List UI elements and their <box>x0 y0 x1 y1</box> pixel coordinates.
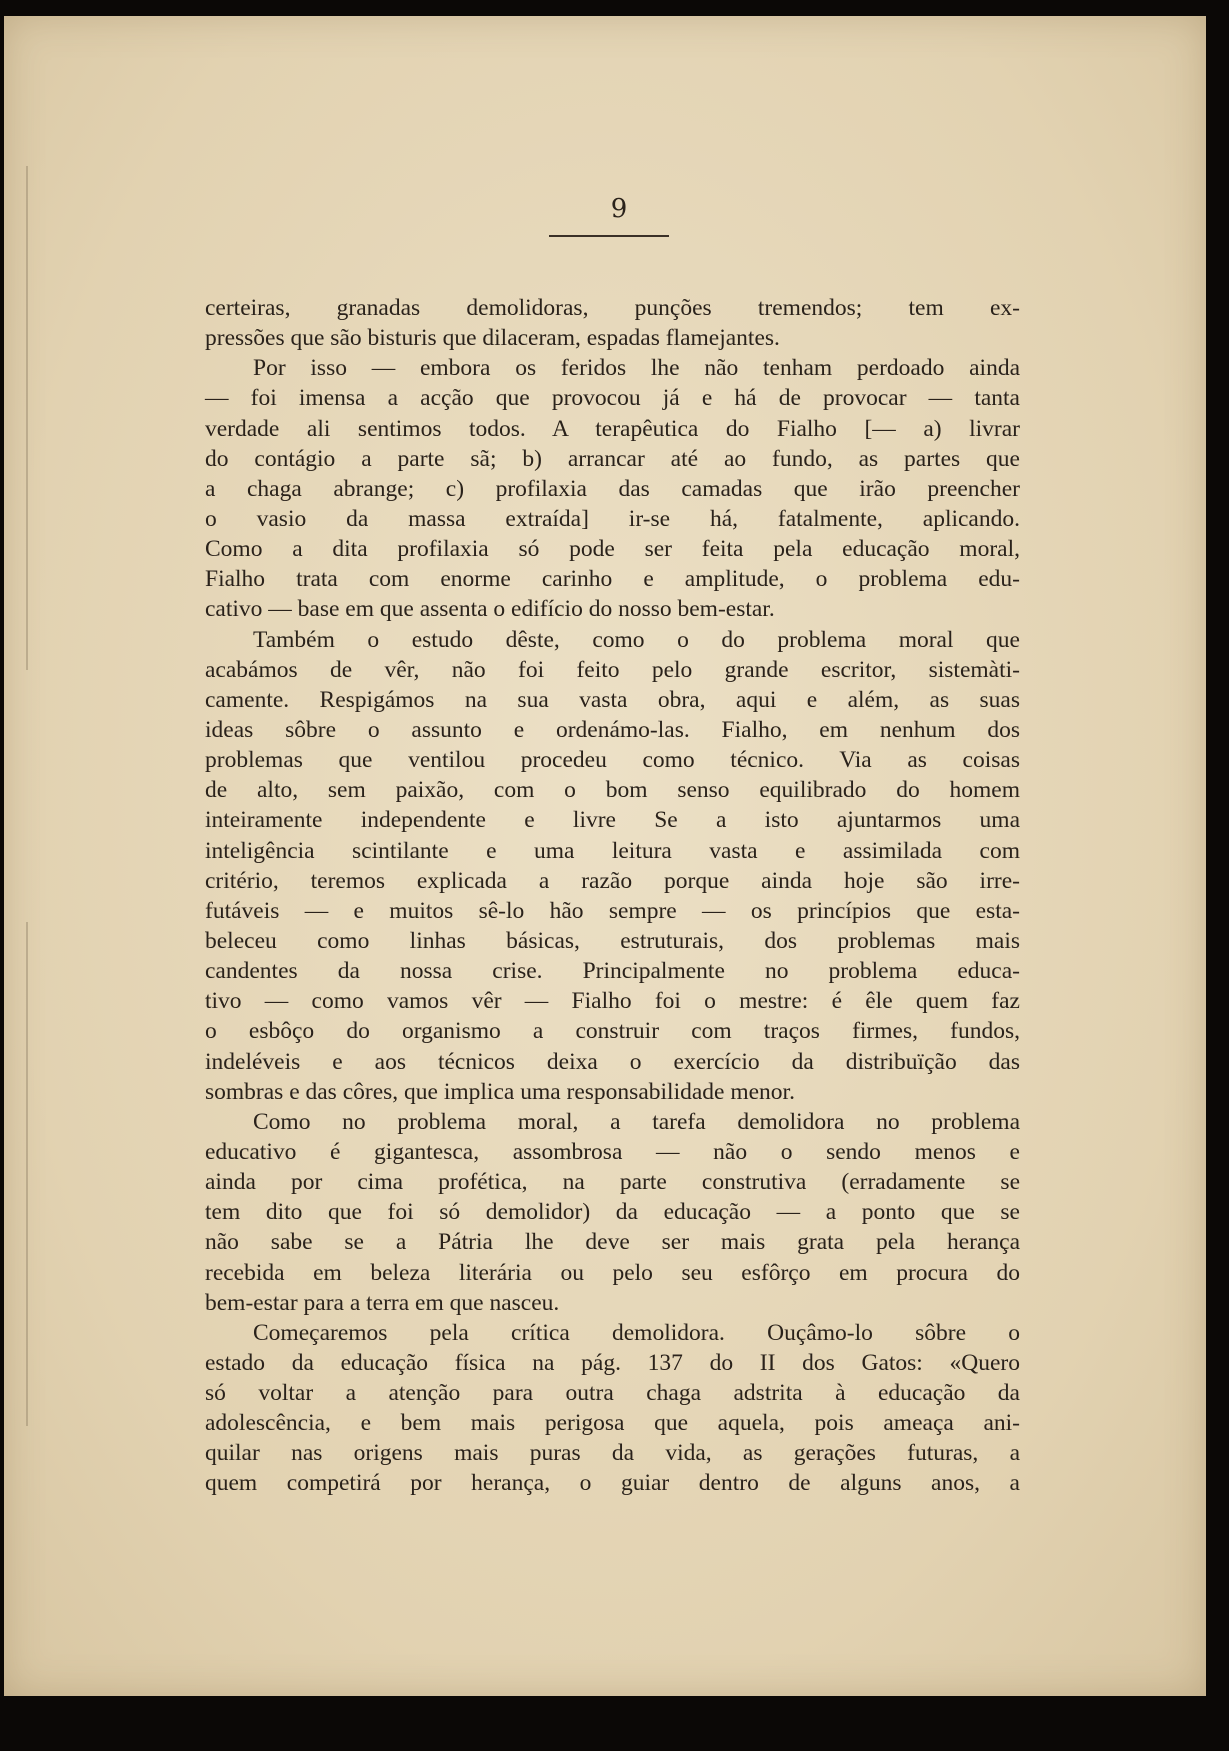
text-line: ainda por cima profética, na parte construtiva (erradamente se <box>205 1169 1020 1196</box>
text-line: estado da educação física na pág. 137 do II dos Gatos: «Quero <box>205 1349 1020 1376</box>
text-line: tivo — como vamos vêr — Fialho foi o mestre: é êle quem faz <box>205 988 1020 1015</box>
text-line: educativo é gigantesca, assombrosa — não o sendo menos e <box>205 1138 1020 1165</box>
text-line: o vasio da massa extraída] ir-se há, fatalmente, aplicando. <box>205 505 1020 532</box>
text-line: Também o estudo dêste, como o do problema moral que <box>253 626 1020 653</box>
text-line: adolescência, e bem mais perigosa que aquela, pois ameaça ani- <box>205 1410 1020 1437</box>
text-line: candentes da nossa crise. Principalmente no problema educa- <box>205 958 1020 985</box>
text-line: Por isso — embora os feridos lhe não tenham perdoado ainda <box>253 355 1020 382</box>
text-line: sombras e das côres, que implica uma responsabilidade menor. <box>205 1078 795 1105</box>
book-page <box>4 16 1206 1696</box>
text-line: Começaremos pela crítica demolidora. Ouçâmo-lo sôbre o <box>253 1319 1020 1346</box>
text-line: tem dito que foi só demolidor) da educação — a ponto que se <box>205 1199 1020 1226</box>
text-line: inteiramente independente e livre Se a isto ajuntarmos uma <box>205 807 1020 834</box>
text-line: problemas que ventilou procedeu como técnico. Via as coisas <box>205 747 1020 774</box>
text-line: critério, teremos explicada a razão porque ainda hoje são irre- <box>205 867 1020 894</box>
text-line: inteligência scintilante e uma leitura vasta e assimilada com <box>205 837 1020 864</box>
text-line: futáveis — e muitos sê-lo hão sempre — os princípios que esta- <box>205 897 1020 924</box>
text-line: — foi imensa a acção que provocou já e há de provocar — tanta <box>205 385 1020 412</box>
text-line: só voltar a atenção para outra chaga adstrita à educação da <box>205 1380 1020 1407</box>
text-line: verdade ali sentimos todos. A terapêutica do Fialho [— a) livrar <box>205 415 1020 442</box>
text-line: certeiras, granadas demolidoras, punções tremendos; tem ex- <box>205 295 1020 321</box>
page-number: 9 <box>610 194 628 224</box>
body-text <box>205 293 1020 1499</box>
text-line: ideas sôbre o assunto e ordenámo-las. Fialho, em nenhum dos <box>205 716 1020 743</box>
text-line: quem competirá por herança, o guiar dentro de alguns anos, a <box>205 1470 1020 1497</box>
page-number-rule <box>549 235 669 237</box>
text-line: recebida em beleza literária ou pelo seu esfôrço em procura do <box>205 1259 1020 1286</box>
text-line: de alto, sem paixão, com o bom senso equilibrado do homem <box>205 777 1020 804</box>
text-line: camente. Respigámos na sua vasta obra, aqui e além, as suas <box>205 686 1020 713</box>
text-line: do contágio a parte sã; b) arrancar até ao fundo, as partes que <box>205 445 1020 472</box>
text-line: bem-estar para a terra em que nasceu. <box>205 1289 560 1316</box>
text-line: não sabe se a Pátria lhe deve ser mais grata pela herança <box>205 1229 1020 1256</box>
text-line: indeléveis e aos técnicos deixa o exercício da distribuïção das <box>205 1048 1020 1075</box>
text-line: Como no problema moral, a tarefa demolidora no problema <box>253 1108 1020 1135</box>
text-line: beleceu como linhas básicas, estruturais, dos problemas mais <box>205 927 1020 954</box>
text-line: Como a dita profilaxia só pode ser feita pela educação moral, <box>205 536 1020 563</box>
binding-margin <box>26 166 28 1426</box>
text-line: pressões que são bisturis que dilaceram, espadas flamejantes. <box>205 325 780 352</box>
text-line: Fialho trata com enorme carinho e amplitude, o problema edu- <box>205 566 1020 593</box>
text-line: a chaga abrange; c) profilaxia das camadas que irão preencher <box>205 475 1020 502</box>
text-line: acabámos de vêr, não foi feito pelo grande escritor, sistemàti- <box>205 656 1020 683</box>
text-line: o esbôço do organismo a construir com traços firmes, fundos, <box>205 1018 1020 1045</box>
text-line: quilar nas origens mais puras da vida, as gerações futuras, a <box>205 1440 1020 1467</box>
text-line: cativo — base em que assenta o edifício do nosso bem-estar. <box>205 596 775 623</box>
